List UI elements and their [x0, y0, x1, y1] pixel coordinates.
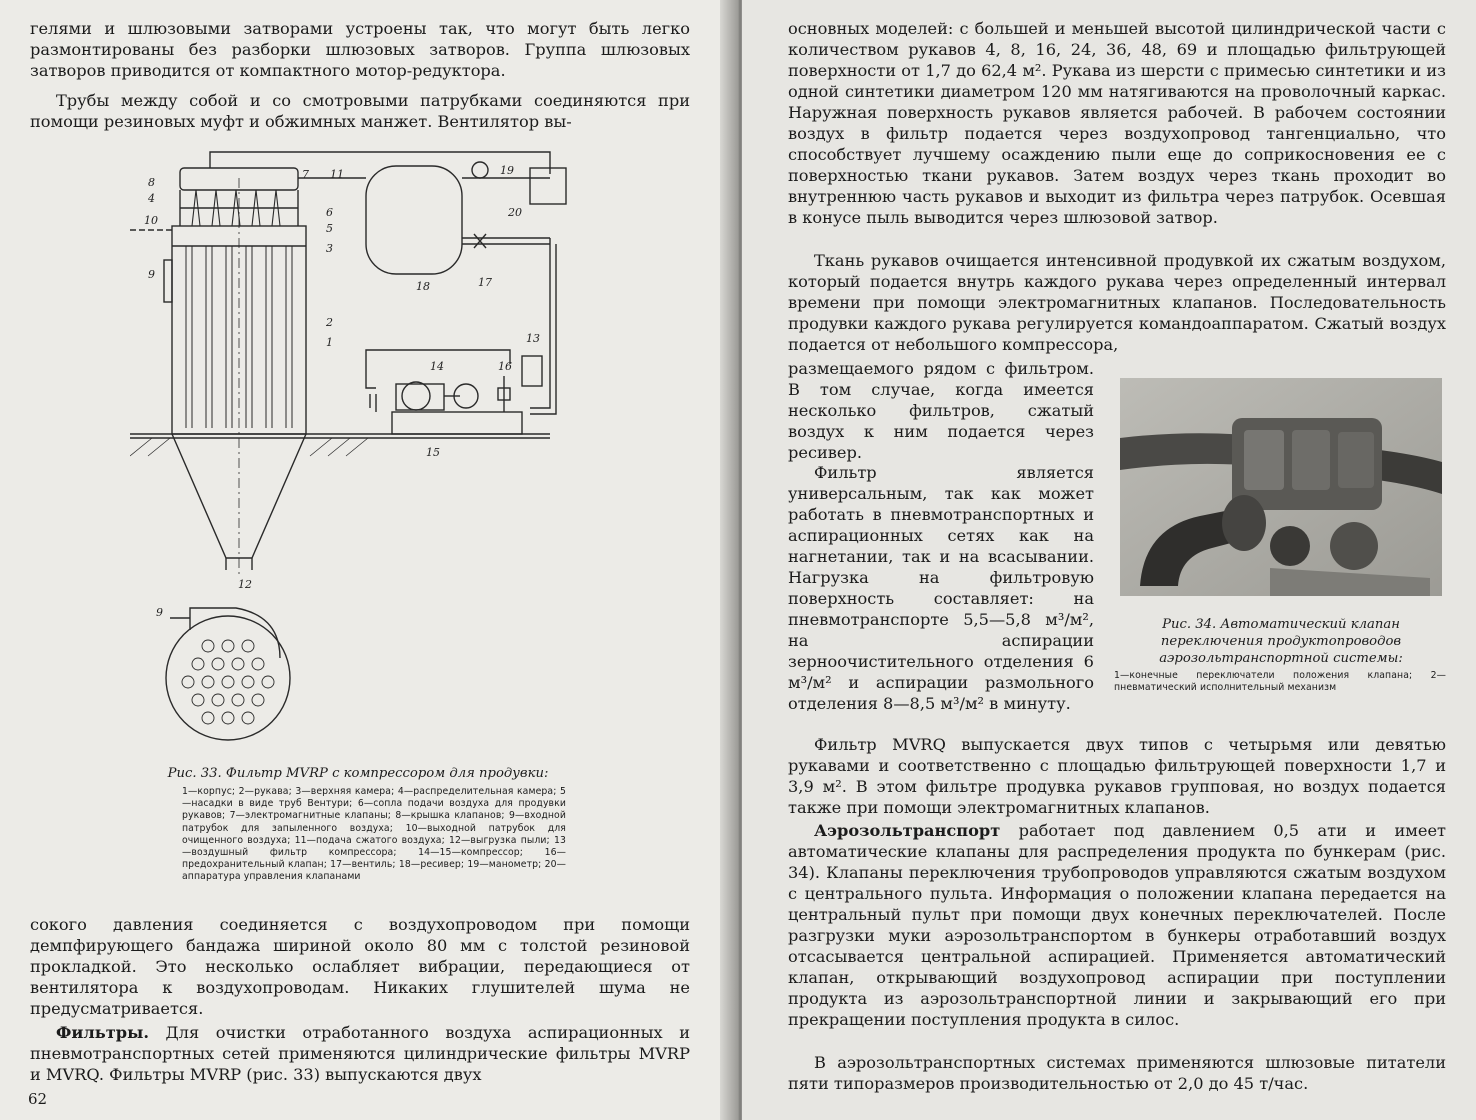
- right-paragraph-6: В аэрозольтранспортных системах применяются шлюзовые питатели пяти типоразмеров производительностью от 2,0 до 45 т/час.: [788, 1053, 1446, 1093]
- label-18: 18: [416, 280, 430, 293]
- label-14: 14: [430, 360, 444, 373]
- label-7: 7: [302, 168, 309, 181]
- label-15: 15: [426, 446, 440, 459]
- aerozoltransport-text: работает под давлением 0,5 ати и имеет автоматические клапаны для распределения продукта по бункерам (рис. 34). Клапаны переключения трубопроводов управляются сжатым воздухом с центрального пульта. Информация о положении клапана передается на центральный пульт при помощи двух конечных переключателей. После разгрузки муки аэрозольтранспортом в бункеры отработавший воздух отсасывается центральной аспирацией. Применяется автоматический клапан, открывающий воздухопровод аспирации при поступлении продукта из аэрозольтранспортной линии и закрывающий его при прекращении поступления продукта в силос.: [788, 821, 1446, 1029]
- figure-34-photo: [1120, 378, 1442, 596]
- label-9-section: 9: [156, 606, 163, 619]
- left-second-paragraph: Трубы между собой и со смотровыми патрубками соединяются при помощи резиновых муфт и обжимных манжет. Вентилятор вы-: [30, 91, 690, 131]
- left-page: [0, 0, 735, 1120]
- label-16: 16: [498, 360, 512, 373]
- figure-33-caption: Рис. 33. Фильтр MVRP с компрессором для продувки:: [167, 766, 549, 781]
- right-paragraph-2-narrow: размещаемого рядом с фильтром. В том случае, когда имеется несколько фильтров, сжатый воздух к ним подается через ресивер.: [788, 359, 1094, 462]
- label-12: 12: [238, 578, 252, 591]
- label-9: 9: [148, 268, 155, 281]
- right-page: [742, 0, 1476, 1120]
- aerozoltransport-heading: Аэрозольтранспорт: [814, 821, 1001, 840]
- page-number: 62: [28, 1090, 48, 1108]
- label-1: 1: [326, 336, 333, 349]
- label-8: 8: [148, 176, 155, 189]
- filters-heading: Фильтры.: [56, 1023, 149, 1042]
- figure-33-legend: 1—корпус; 2—рукава; 3—верхняя камера; 4—распределительная камера; 5—насадки в виде труб Вентури; 6—сопла подачи воздуха для продувки рукавов; 7—электромагнитные клапаны; 8—крышка клапанов; 9—входной патрубок для запыленного воздуха; 10—выходной патрубок для очищенного воздуха; 11—подача сжатого воздуха; 12—выгрузка пыли; 13—воздушный фильтр компрессора; 14—15—компрессор; 16—предохранительный клапан; 17—вентиль; 18—ресивер; 19—манометр; 20—аппаратура управления клапанами: [182, 786, 566, 883]
- left-bottom-paragraph: сокого давления соединяется с воздухопроводом при помощи демпфирующего бандажа шириной около 80 мм с толстой резиновой прокладкой. Это несколько ослабляет вибрации, передающиеся от вентилятора к воздухопроводам. Никаких глушителей шума не предусматривается.: [30, 915, 690, 1018]
- right-paragraph-1: основных моделей: с большей и меньшей высотой цилиндрической части с количеством рукавов 4, 8, 16, 24, 36, 48, 69 и площадью фильтрующей поверхности от 1,7 до 62,4 м². Рукава из шерсти с примесью синтетики и из одной синтетики диаметром 120 мм натягиваются на проволочный каркас. Наружная поверхность рукавов является рабочей. В рабочем состоянии воздух в фильтр подается через воздухопровод тангенциально, что способствует лучшему осаждению пыли еще до соприкосновения ее с поверхностью ткани рукавов. Затем воздух через ткань проходит во внутреннюю часть рукавов и выходит из фильтра через патрубок. Осевшая в конусе пыль выводится через шлюзовой затвор.: [788, 19, 1446, 227]
- label-2: 2: [326, 316, 333, 329]
- right-paragraph-3: Фильтр является универсальным, так как может работать в пневмотранспортных и аспирационных сетях как на нагнетании, так и на всасывании. Нагрузка на фильтровую поверхность составляет: на пневмотранспорте 5,5—5,8 м³/м², на аспирации зерноочистительного отделения 6 м³/м² и аспирации размольного отделения 8—8,5 м³/м² в минуту.: [788, 463, 1094, 713]
- figure-34-caption: Рис. 34. Автоматический клапан переключения продуктопроводов аэрозольтранспортной системы:: [1159, 617, 1403, 666]
- label-6: 6: [326, 206, 333, 219]
- label-10: 10: [144, 214, 158, 227]
- label-17: 17: [478, 276, 492, 289]
- right-paragraph-2: Ткань рукавов очищается интенсивной продувкой их сжатым воздухом, который подается внутрь каждого рукава через определенный интервал времени при помощи электромагнитных клапанов. Последовательность продувки каждого рукава регулируется командоаппаратом. Сжатый воздух подается от небольшого компрессора,: [788, 251, 1446, 354]
- right-paragraph-4: Фильтр MVRQ выпускается двух типов с четырьмя или девятью рукавами и соответственно с площадью фильтрующей поверхности 1,7 и 3,9 м². В этом фильтре продувка рукавов групповая, но воздух подается также при помощи электромагнитных клапанов.: [788, 735, 1446, 817]
- label-3: 3: [326, 242, 333, 255]
- right-paragraph-5: [788, 820, 1446, 1030]
- label-13: 13: [526, 332, 540, 345]
- left-top-paragraph: гелями и шлюзовыми затворами устроены так, что могут быть легко размонтированы без разборки шлюзовых затворов. Группа шлюзовых затворов приводится от компактного мотор-редуктора.: [30, 19, 690, 80]
- label-19: 19: [500, 164, 514, 177]
- figure-33-diagram: [130, 138, 580, 748]
- figure-34-legend: 1—конечные переключатели положения клапана; 2—пневматический исполнительный механизм: [1114, 670, 1446, 694]
- label-11: 11: [330, 168, 344, 181]
- label-5: 5: [326, 222, 333, 235]
- filters-paragraph: [30, 1022, 690, 1085]
- label-4: 4: [148, 192, 155, 205]
- label-20: 20: [508, 206, 522, 219]
- filters-text: Для очистки отработанного воздуха аспирационных и пневмотранспортных сетей применяются цилиндрические фильтры MVRP и MVRQ. Фильтры MVRP (рис. 33) выпускаются двух: [30, 1023, 690, 1084]
